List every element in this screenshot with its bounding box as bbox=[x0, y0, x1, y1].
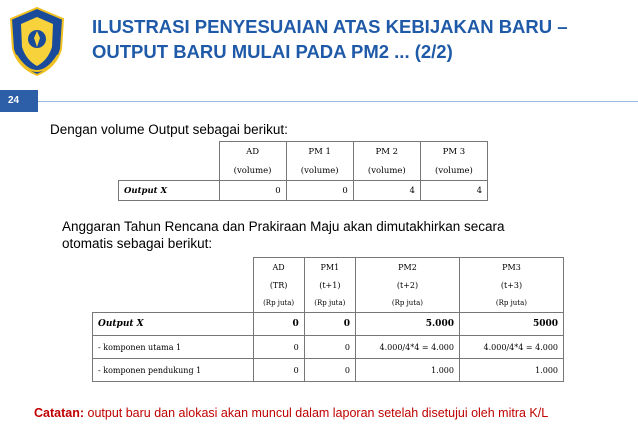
section2-intro-line-1: Anggaran Tahun Rencana dan Prakiraan Maju akan dimutakhirkan secara bbox=[62, 219, 505, 234]
table-row bbox=[93, 336, 564, 359]
table-row bbox=[93, 359, 564, 382]
budget-col-pm3-unit: (Rp juta) bbox=[459, 294, 563, 313]
title-line-1: ILUSTRASI PENYESUAIAN ATAS KEBIJAKAN BARU – bbox=[92, 16, 568, 37]
budget-col-pm3-name: PM3 bbox=[459, 258, 563, 277]
budget-cell: 0 bbox=[253, 313, 304, 336]
volume-cell-pm2: 4 bbox=[353, 181, 420, 201]
budget-col-pm1-name: PM1 bbox=[304, 258, 355, 277]
volume-table-corner-2 bbox=[119, 161, 220, 181]
budget-col-pm1-period: (t+1) bbox=[304, 276, 355, 294]
volume-table bbox=[118, 141, 488, 201]
budget-col-pm3-period: (t+3) bbox=[459, 276, 563, 294]
footnote bbox=[34, 406, 548, 420]
budget-cell: 0 bbox=[253, 359, 304, 382]
budget-cell: 0 bbox=[304, 313, 355, 336]
budget-cell: 0 bbox=[304, 359, 355, 382]
volume-col-pm2-name: PM 2 bbox=[353, 142, 420, 162]
slide-title bbox=[92, 14, 632, 64]
budget-cell: 0 bbox=[304, 336, 355, 359]
volume-col-ad-unit: (volume) bbox=[219, 161, 286, 181]
budget-cell: 1.000 bbox=[459, 359, 563, 382]
budget-cell: 1.000 bbox=[355, 359, 459, 382]
volume-cell-pm1: 0 bbox=[286, 181, 353, 201]
volume-cell-pm3: 4 bbox=[420, 181, 487, 201]
volume-col-pm3-name: PM 3 bbox=[420, 142, 487, 162]
budget-col-pm2-unit: (Rp juta) bbox=[355, 294, 459, 313]
section2-intro-line-2: otomatis sebagai berikut: bbox=[62, 236, 213, 251]
budget-row-label: - komponen utama 1 bbox=[93, 336, 254, 359]
footnote-prefix: Catatan: bbox=[34, 406, 85, 420]
budget-col-ad-name: AD bbox=[253, 258, 304, 277]
footnote-text: output baru dan alokasi akan muncul dalam laporan setelah disetujui oleh mitra K/L bbox=[84, 406, 549, 420]
volume-col-pm1-unit: (volume) bbox=[286, 161, 353, 181]
budget-col-pm2-period: (t+2) bbox=[355, 276, 459, 294]
budget-cell: 5000 bbox=[459, 313, 563, 336]
budget-table-corner-2 bbox=[93, 276, 254, 294]
budget-table-corner bbox=[93, 258, 254, 277]
budget-table bbox=[92, 257, 564, 382]
budget-row-label: - komponen pendukung 1 bbox=[93, 359, 254, 382]
page-number: 24 bbox=[8, 95, 20, 106]
budget-cell: 4.000/4*4 = 4.000 bbox=[355, 336, 459, 359]
volume-row-label: Output X bbox=[119, 181, 220, 201]
budget-col-ad-unit: (Rp juta) bbox=[253, 294, 304, 313]
title-line-2: OUTPUT BARU MULAI PADA PM2 ... (2/2) bbox=[92, 41, 453, 62]
volume-col-pm3-unit: (volume) bbox=[420, 161, 487, 181]
header-divider bbox=[38, 101, 638, 102]
volume-col-pm1-name: PM 1 bbox=[286, 142, 353, 162]
budget-col-pm1-unit: (Rp juta) bbox=[304, 294, 355, 313]
volume-col-pm2-unit: (volume) bbox=[353, 161, 420, 181]
table-row bbox=[119, 181, 488, 201]
section1-intro: Dengan volume Output sebagai berikut: bbox=[50, 122, 288, 137]
volume-cell-ad: 0 bbox=[219, 181, 286, 201]
budget-col-ad-period: (TR) bbox=[253, 276, 304, 294]
volume-col-ad-name: AD bbox=[219, 142, 286, 162]
section2-intro bbox=[62, 218, 505, 252]
budget-cell: 5.000 bbox=[355, 313, 459, 336]
ministry-emblem-icon bbox=[6, 5, 68, 77]
volume-table-corner bbox=[119, 142, 220, 162]
budget-cell: 4.000/4*4 = 4.000 bbox=[459, 336, 563, 359]
table-row bbox=[93, 313, 564, 336]
budget-cell: 0 bbox=[253, 336, 304, 359]
budget-table-corner-3 bbox=[93, 294, 254, 313]
budget-row-label: Output X bbox=[93, 313, 254, 336]
budget-col-pm2-name: PM2 bbox=[355, 258, 459, 277]
